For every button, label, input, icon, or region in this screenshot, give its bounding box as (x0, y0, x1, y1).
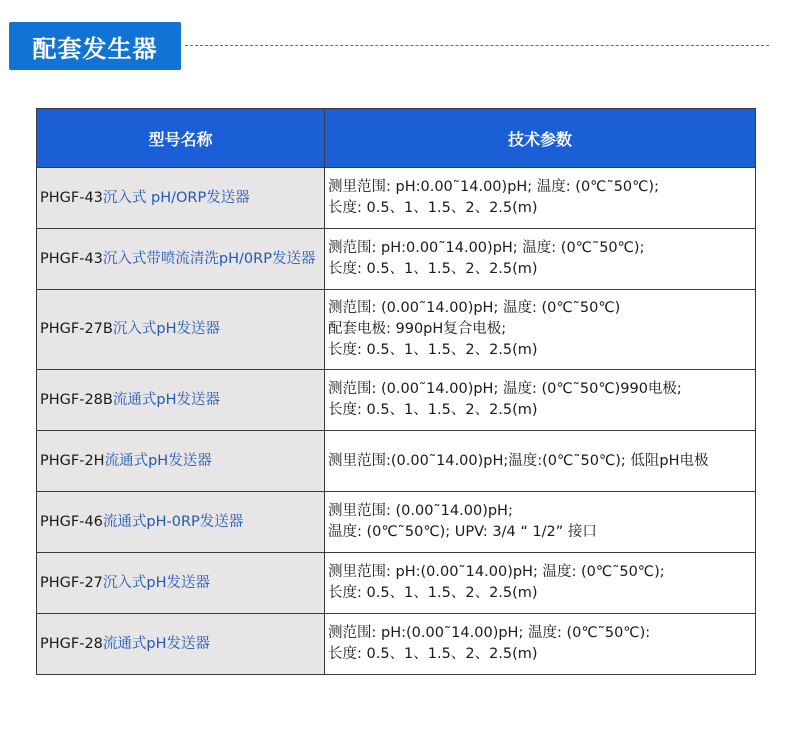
spec-line: 长度: 0.5、1、1.5、2、2.5(m) (328, 200, 538, 216)
model-description: 沉入式pH发送器 (102, 574, 211, 591)
spec-line: 测范围: pH:(0.00˜14.00)pH; 温度: (0℃˜50℃): (328, 625, 651, 641)
spec-line: 配套电极: 990pH复合电极; (328, 321, 507, 337)
table-row (37, 168, 756, 229)
spec-cell (325, 614, 756, 675)
model-code: PHGF-27B (40, 321, 113, 337)
model-code: PHGF-2H (40, 452, 105, 469)
model-code: PHGF-46 (40, 513, 103, 530)
spec-line: 测里范围:(0.00˜14.00)pH;温度:(0℃˜50℃); 低阻pH电极 (328, 452, 709, 469)
table-body (37, 168, 756, 675)
table-row (37, 229, 756, 290)
model-description: 沉入式pH发送器 (112, 321, 220, 337)
model-description: 沉入式带喷流清洗pH/0RP发送器 (102, 250, 316, 267)
model-description: 流通式pH-0RP发送器 (102, 513, 244, 530)
spec-table (36, 108, 756, 675)
spec-line: 测里范围: pH:0.00˜14.00)pH; 温度: (0℃˜50℃); (328, 179, 659, 195)
column-header-specs: 技术参数 (325, 109, 756, 168)
spec-cell (325, 370, 756, 431)
spec-line: 测范围: pH:0.00˜14.00)pH; 温度: (0℃˜50℃); (328, 240, 645, 256)
spec-line: 长度: 0.5、1、1.5、2、2.5(m) (328, 646, 538, 662)
model-name-cell (37, 492, 325, 553)
table-row (37, 431, 756, 492)
spec-line: 测范围: (0.00˜14.00)pH; 温度: (0℃˜50℃) (328, 300, 621, 316)
model-name-cell (37, 431, 325, 492)
model-description: 流通式pH发送器 (112, 391, 220, 408)
table-header-row (37, 109, 756, 168)
spec-line: 测范围: (0.00˜14.00)pH; 温度: (0℃˜50℃)990电极; (328, 381, 682, 397)
column-header-model: 型号名称 (37, 109, 325, 168)
model-description: 流通式pH发送器 (102, 635, 211, 652)
spec-cell (325, 229, 756, 290)
model-description: 沉入式 pH/ORP发送器 (102, 189, 250, 206)
table-row (37, 614, 756, 675)
section-header (9, 22, 769, 72)
spec-cell (325, 492, 756, 553)
model-description: 流通式pH发送器 (104, 452, 212, 469)
model-name-cell (37, 614, 325, 675)
table-row (37, 290, 756, 370)
table-row (37, 370, 756, 431)
spec-line: 长度: 0.5、1、1.5、2、2.5(m) (328, 261, 538, 277)
spec-line: 长度: 0.5、1、1.5、2、2.5(m) (328, 402, 538, 418)
model-name-cell (37, 553, 325, 614)
spec-cell (325, 553, 756, 614)
table-row (37, 553, 756, 614)
spec-line: 长度: 0.5、1、1.5、2、2.5(m) (328, 585, 538, 601)
spec-line: 长度: 0.5、1、1.5、2、2.5(m) (328, 342, 538, 358)
dashed-divider (185, 45, 769, 46)
spec-line: 温度: (0℃˜50℃); UPV: 3/4 “ 1/2” 接口 (328, 524, 597, 540)
model-code: PHGF-27 (40, 574, 103, 591)
spec-line: 测里范围: pH:(0.00˜14.00)pH; 温度: (0℃˜50℃); (328, 564, 665, 580)
model-code: PHGF-28 (40, 635, 103, 652)
model-name-cell (37, 370, 325, 431)
spec-cell (325, 168, 756, 229)
model-code: PHGF-43 (40, 250, 103, 267)
spec-line: 测里范围: (0.00˜14.00)pH; (328, 503, 513, 519)
spec-cell (325, 431, 756, 492)
model-code: PHGF-28B (40, 391, 113, 408)
model-name-cell (37, 290, 325, 370)
table-row (37, 492, 756, 553)
spec-cell (325, 290, 756, 370)
model-name-cell (37, 229, 325, 290)
section-title: 配套发生器 (9, 22, 181, 70)
model-code: PHGF-43 (40, 189, 103, 206)
model-name-cell (37, 168, 325, 229)
